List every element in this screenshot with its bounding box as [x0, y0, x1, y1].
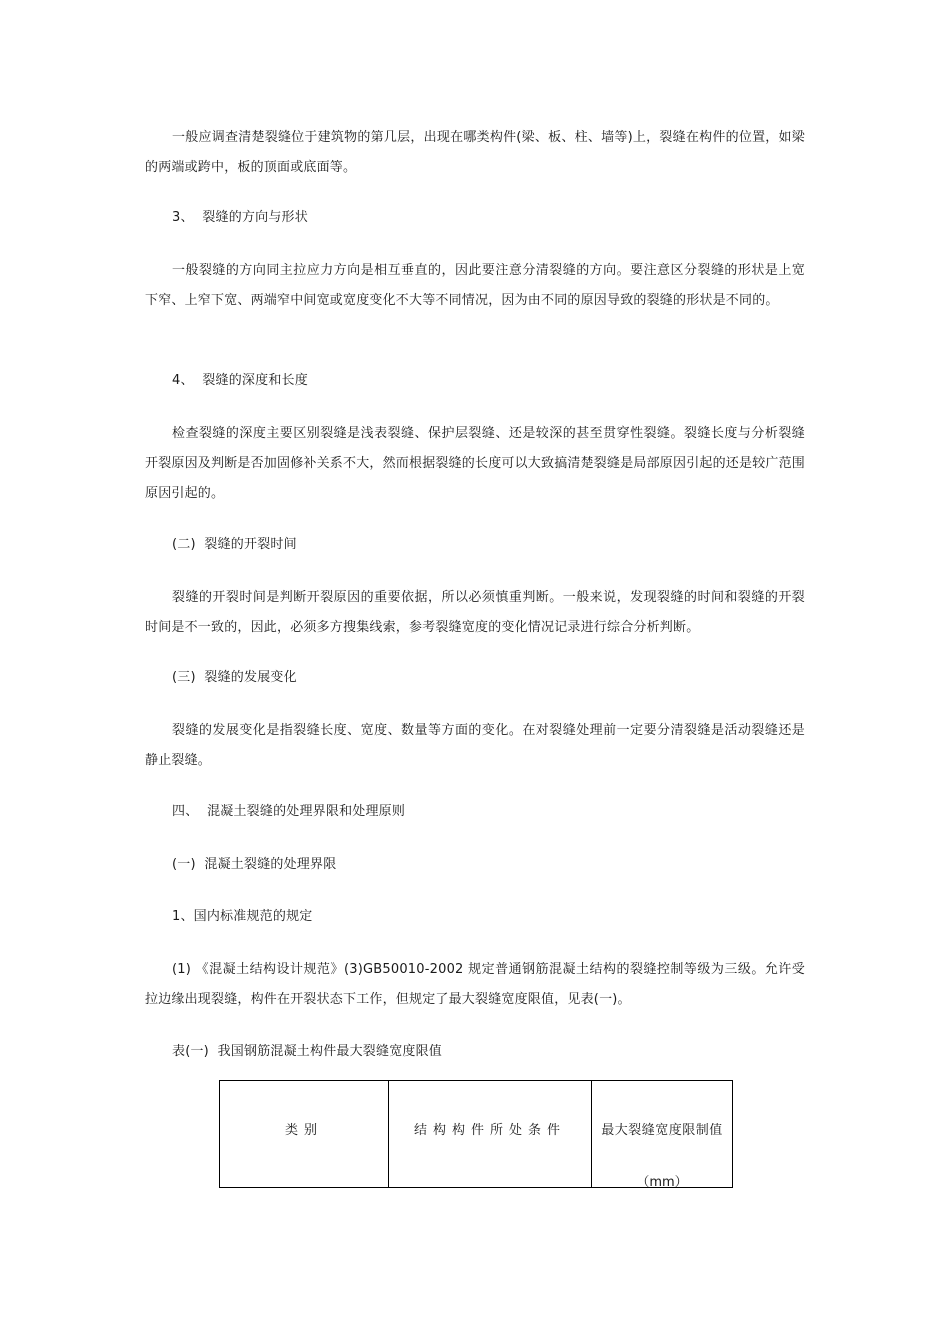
table-header-row [220, 1081, 733, 1188]
table-header-cell-condition [389, 1081, 592, 1188]
paragraph-crack-time: 裂缝的开裂时间是判断开裂原因的重要依据，所以必须慎重判断。一般来说，发现裂缝的时间和裂缝的开裂时间是不一致的，因此，必须多方搜集线索，参考裂缝宽度的变化情况记录进行综合分析判断。 [145, 590, 805, 635]
heading-crack-direction-shape: 3、 裂缝的方向与形状 [172, 210, 308, 225]
paragraph-crack-development: 裂缝的发展变化是指裂缝长度、宽度、数量等方面的变化。在对裂缝处理前一定要分清裂缝是活动裂缝还是静止裂缝。 [145, 723, 805, 768]
header-unit-label: （mm） [636, 1175, 688, 1190]
paragraph-crack-direction: 一般裂缝的方向同主拉应力方向是相互垂直的，因此要注意分清裂缝的方向。要注意区分裂缝的形状是上宽下窄、上窄下宽、两端窄中间宽或宽度变化不大等不同情况，因为由不同的原因导致的裂缝的形状是不同的。 [145, 263, 805, 308]
paragraph-design-code: (1) 《混凝土结构设计规范》(3)GB50010-2002 规定普通钢筋混凝土结构的裂缝控制等级为三级。允许受拉边缘出现裂缝，构件在开裂状态下工作，但规定了最大裂缝宽度限值，见表(一)。 [145, 962, 805, 1007]
table-header-cell-category [220, 1081, 389, 1188]
heading-treatment-limits: (一) 混凝土裂缝的处理界限 [172, 857, 337, 872]
heading-crack-depth-length: 4、 裂缝的深度和长度 [172, 373, 308, 388]
crack-width-limit-table [219, 1080, 733, 1188]
table-caption: 表(一) 我国钢筋混凝土构件最大裂缝宽度限值 [172, 1044, 443, 1059]
heading-crack-development: (三) 裂缝的发展变化 [172, 670, 297, 685]
paragraph-crack-depth: 检查裂缝的深度主要区别裂缝是浅表裂缝、保护层裂缝、还是较深的甚至贯穿性裂缝。裂缝长度与分析裂缝开裂原因及判断是否加固修补关系不大，然而根据裂缝的长度可以大致搞清楚裂缝是局部原因引起的还是较广范围原因引起的。 [145, 426, 806, 501]
heading-domestic-standards: 1、国内标准规范的规定 [172, 909, 313, 924]
table-header-cell-max-width [592, 1081, 733, 1188]
header-condition-label: 结构构件所处条件 [413, 1123, 566, 1138]
paragraph-crack-location: 一般应调查清楚裂缝位于建筑物的第几层，出现在哪类构件(梁、板、柱、墙等)上，裂缝在构件的位置，如梁的两端或跨中，板的顶面或底面等。 [145, 130, 805, 175]
header-max-width-label: 最大裂缝宽度限制值 [601, 1123, 723, 1138]
header-category-label: 类别 [284, 1123, 323, 1138]
heading-section-four: 四、 混凝土裂缝的处理界限和处理原则 [172, 804, 406, 819]
heading-crack-time: (二) 裂缝的开裂时间 [172, 537, 297, 552]
